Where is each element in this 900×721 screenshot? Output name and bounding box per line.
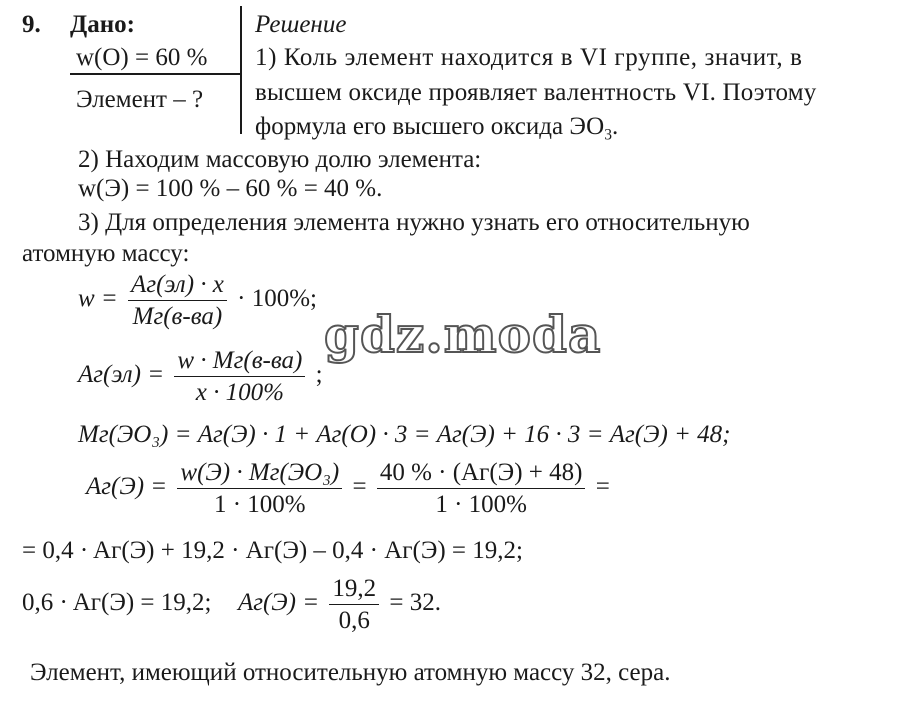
formula-6-fraction bbox=[329, 576, 379, 633]
formula-2-numerator: w · Mг(в-ва) bbox=[174, 348, 305, 377]
step-2-calc: w(Э) = 100 % – 60 % = 40 %. bbox=[78, 175, 383, 202]
given-vertical-divider bbox=[240, 6, 242, 134]
formula-6-tail: = 32. bbox=[389, 589, 441, 617]
formula-1-denominator: Mг(в-ва) bbox=[132, 303, 223, 330]
formula-2-denominator: x · 100% bbox=[195, 379, 284, 406]
formula-1-fraction bbox=[128, 272, 227, 329]
solution-line-3 bbox=[255, 113, 619, 144]
formula-2-lhs: Aг(эл) = bbox=[78, 361, 165, 389]
given-value: w(O) = 60 % bbox=[76, 44, 208, 71]
conclusion: Элемент, имеющий относительную атомную массу 32, сера. bbox=[30, 659, 671, 686]
formula-2-tail: ; bbox=[315, 361, 323, 389]
step-3-line-1: 3) Для определения элемента нужно узнать его относительную bbox=[78, 209, 750, 236]
line3-period: . bbox=[611, 113, 619, 140]
formula-2-fraction bbox=[174, 348, 305, 405]
formula-6-numerator: 19,2 bbox=[329, 576, 379, 605]
formula-6 bbox=[22, 576, 441, 633]
formula-2 bbox=[78, 348, 323, 405]
formula-1-tail: · 100%; bbox=[237, 285, 317, 313]
step-3-line-2: атомную массу: bbox=[22, 240, 190, 267]
formula-4-numerator-1: w(Э) · Mг(ЭО₃) bbox=[177, 460, 342, 489]
find-value: Элемент – ? bbox=[76, 86, 204, 113]
solution-line-1: 1) Коль элемент находится в VI группе, значит, в bbox=[255, 44, 803, 71]
given-divider bbox=[70, 73, 240, 75]
formula-4-lhs: Aг(Э) = bbox=[86, 473, 168, 501]
problem-number: 9. bbox=[22, 11, 41, 38]
formula-4 bbox=[86, 460, 610, 517]
formula-1-numerator: Aг(эл) · x bbox=[128, 272, 227, 301]
formula-1 bbox=[78, 272, 317, 329]
watermark-logo: gdz.moda bbox=[324, 305, 602, 364]
given-title: Дано: bbox=[70, 11, 135, 38]
formula-5: = 0,4 · Aг(Э) + 19,2 · Aг(Э) – 0,4 · Aг(Э) = 19,2; bbox=[22, 537, 523, 564]
formula-1-lhs: w = bbox=[78, 285, 118, 313]
formula-4-denominator-2: 1 · 100% bbox=[435, 491, 527, 518]
formula-4-equals: = bbox=[352, 473, 367, 501]
formula-4-numerator-2: 40 % · (Aг(Э) + 48) bbox=[377, 460, 586, 489]
solution-title: Решение bbox=[255, 11, 347, 38]
formula-4-denominator-1: 1 · 100% bbox=[213, 491, 306, 518]
formula-6-first: 0,6 · Aг(Э) = 19,2; bbox=[22, 589, 212, 617]
solution-line-2: высшем оксиде проявляет валентность VI. Поэтому bbox=[255, 79, 817, 106]
line3-text: формула его высшего оксида ЭО bbox=[255, 113, 605, 140]
formula-4-fraction-2 bbox=[377, 460, 586, 517]
formula-4-fraction-1 bbox=[177, 460, 342, 517]
line3-subscript: 3 bbox=[604, 126, 612, 144]
formula-6-lhs: Aг(Э) = bbox=[237, 589, 320, 617]
formula-3: Mг(ЭО₃) = Aг(Э) · 1 + Aг(О) · 3 = Aг(Э) + 16 · 3 = Aг(Э) + 48; bbox=[78, 421, 731, 448]
step-2: 2) Находим массовую долю элемента: bbox=[78, 146, 482, 173]
formula-4-tail: = bbox=[595, 473, 610, 501]
formula-6-denominator: 0,6 bbox=[338, 607, 370, 634]
